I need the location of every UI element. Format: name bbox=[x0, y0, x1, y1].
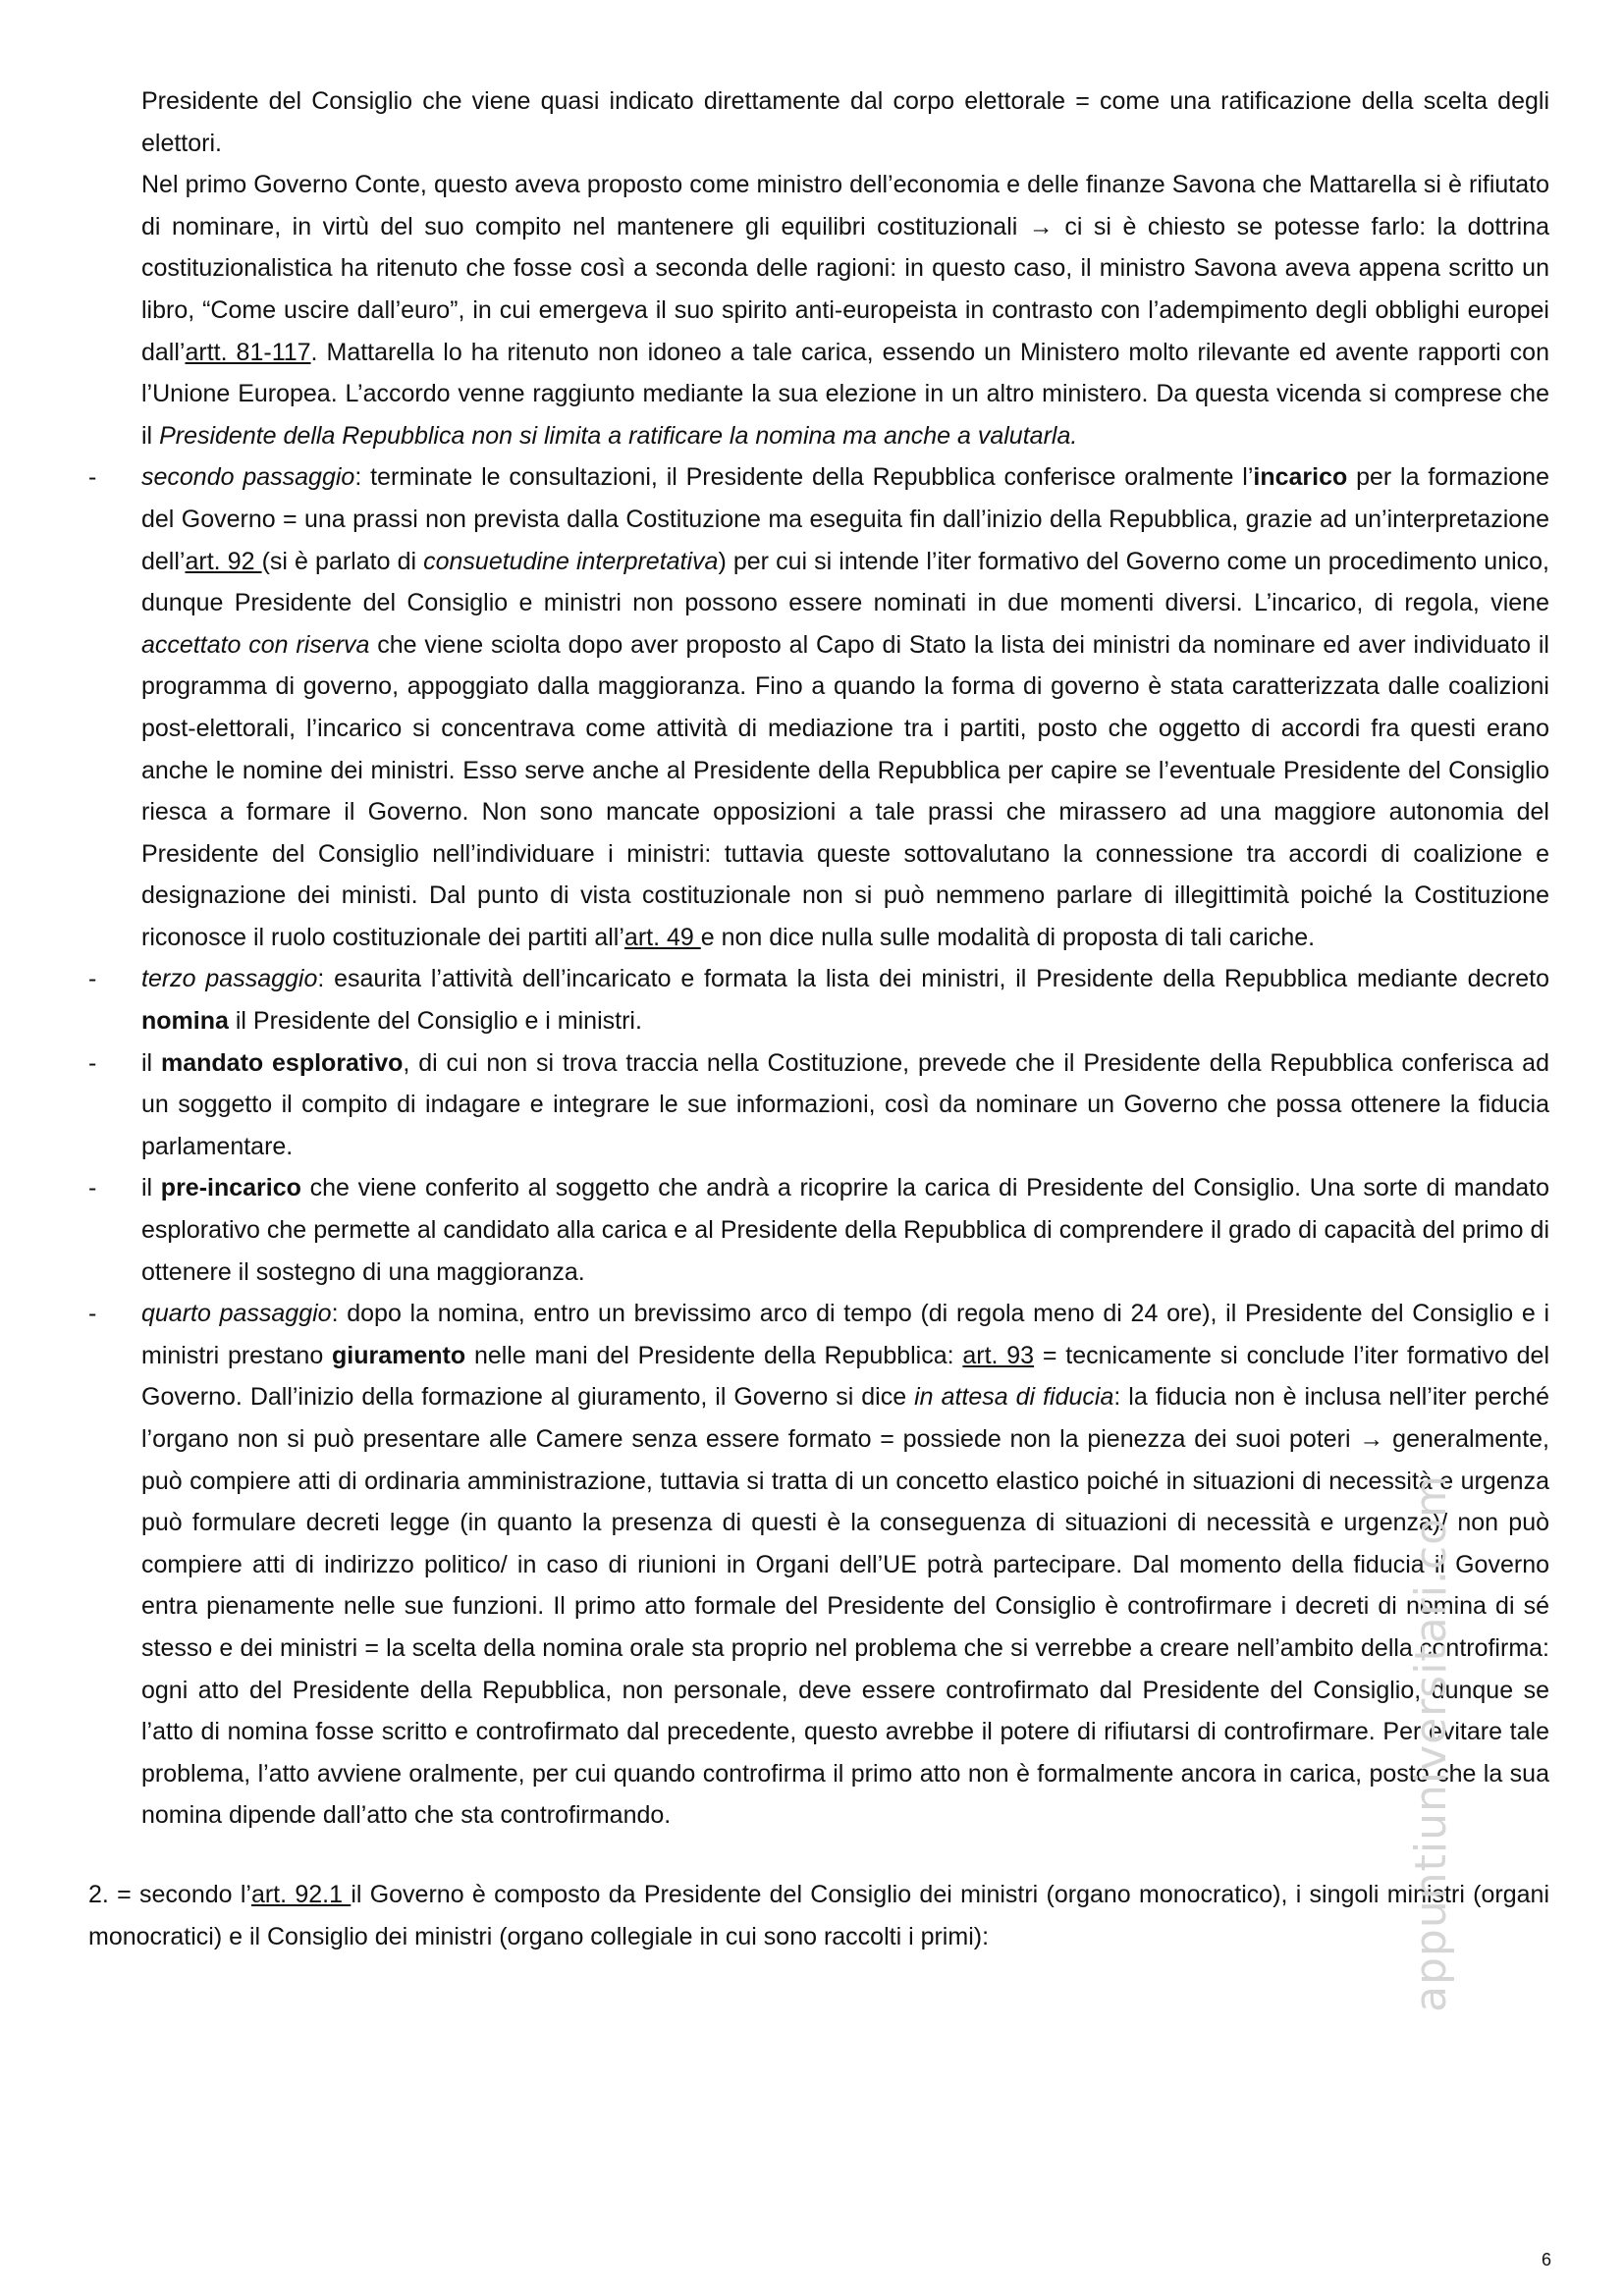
list-item-terzo-passaggio bbox=[88, 958, 1549, 1041]
list-item-pre-incarico bbox=[88, 1167, 1549, 1293]
intro-paragraph-1 bbox=[88, 80, 1549, 164]
italic-text: consuetudine interpretativa bbox=[423, 547, 719, 575]
article-reference[interactable]: art. 93 bbox=[962, 1341, 1035, 1369]
text-run: che viene conferito al soggetto che andrà a ricoprire la carica di Presidente del Consiglio. Una sorte di mandato esplorativo che permette al candidato alla carica e al Presidente della Repubblica di comprendere il grado di capacità del primo di ottenere il sostegno di una maggioranza. bbox=[141, 1174, 1549, 1286]
article-reference[interactable]: art. 92.1 bbox=[250, 1880, 352, 1908]
text-run: per la formazione del Governo = una prassi non prevista dalla Costituzione ma eseguita fin dall’inizio della Repubblica, grazie ad un’interpretazione dell’ bbox=[141, 463, 1549, 575]
list-item-secondo-passaggio bbox=[88, 456, 1549, 958]
list-bullet: - bbox=[88, 965, 97, 993]
article-reference[interactable]: art. 92 bbox=[185, 547, 262, 575]
text-run: : la fiducia non è inclusa nell’iter perché l’organo non si può presentare alle Camere senza essere formato = possiede non la pienezza dei suoi poteri → generalmente, può compiere atti di ordinaria amministrazione, tuttavia si tratta di un concetto elastico poiché in situazioni di necessità e urgenza può formulare decreti legge (in quanto la presenza di questi è la conseguenza di situazioni di necessità e urgenza)/ non può compiere atti di indirizzo politico/ in caso di riunioni in Organi dell’UE potrà partecipare. Dal momento della fiducia il Governo entra pienamente nelle sue funzioni. Il primo atto formale del Presidente del Consiglio è controfirmare i decreti di nomina di sé stesso e dei ministri = la scelta della nomina orale sta proprio nel problema che si verrebbe a creare nell’ambito della controfirma: ogni atto del Presidente della Repubblica, non personale, deve essere controfirmato dal Presidente del Consiglio, dunque se l’atto di nomina fosse scritto e controfirmato dal precedente, questo avrebbe il potere di rifiutarsi di controfirmare. Per evitare tale problema, l’atto avviene oralmente, per cui quando controfirma il primo atto non è formalmente ancora in carica, posto che la sua nomina dipende dall’atto che sta controfirmando. bbox=[141, 1383, 1549, 1830]
section-2-paragraph bbox=[88, 1874, 1549, 1957]
list-item-quarto-passaggio bbox=[88, 1293, 1549, 1837]
text-run: il Presidente del Consiglio e i ministri. bbox=[228, 1007, 642, 1036]
article-reference[interactable]: art. 49 bbox=[623, 923, 701, 951]
text-run: : terminate le consultazioni, il Presidente della Repubblica conferisce oralmente l’ bbox=[354, 463, 1254, 492]
italic-text: in attesa di fiducia bbox=[914, 1383, 1114, 1412]
text-run: Nel primo Governo Conte, questo aveva proposto come ministro dell’economia e delle finanze Savona che Mattarella si è rifiutato di nominare, in virtù del suo compito nel mantenere gli equilibri costituzionali → ci si è chiesto se potesse farlo: la dottrina costituzionalistica ha ritenuto che fosse così a seconda delle ragioni: in questo caso, il ministro Savona aveva appena scritto un libro, “Come uscire dall’euro”, in cui emergeva il suo spirito anti-europeista in contrasto con l’adempimento degli obblighi europei dall’ bbox=[141, 171, 1549, 366]
page-number: 6 bbox=[1541, 2250, 1551, 2269]
list-bullet: - bbox=[88, 463, 97, 492]
text-run: , di cui non si trova traccia nella Costituzione, prevede che il Presidente della Repubblica conferisca ad un soggetto il compito di indagare e integrare le sue informazioni, così da nominare un Governo che possa ottenere la fiducia parlamentare. bbox=[141, 1048, 1549, 1160]
watermark: appuntiuniversitari.com bbox=[1406, 1474, 1456, 2012]
intro-paragraph-2 bbox=[88, 164, 1549, 456]
intro-text: Presidente del Consiglio che viene quasi indicato direttamente dal corpo elettorale = come una ratificazione della scelta degli elettori. bbox=[141, 87, 1549, 157]
text-run: 2. = secondo l’ bbox=[88, 1880, 251, 1908]
list-bullet: - bbox=[88, 1174, 97, 1202]
text-run: (si è parlato di bbox=[261, 547, 424, 575]
article-reference[interactable]: artt. 81-117 bbox=[185, 338, 311, 366]
item-label: terzo passaggio bbox=[141, 965, 318, 993]
body-text bbox=[88, 80, 1549, 1957]
item-label: quarto passaggio bbox=[141, 1300, 332, 1328]
italic-text: accettato con riserva bbox=[141, 630, 370, 659]
bold-term: giuramento bbox=[332, 1341, 466, 1369]
bold-term: mandato esplorativo bbox=[160, 1048, 404, 1077]
text-run: il bbox=[141, 1174, 161, 1202]
list-item-mandato-esplorativo bbox=[88, 1042, 1549, 1168]
text-run: e non dice nulla sulle modalità di proposta di tali cariche. bbox=[700, 923, 1316, 951]
text-run: : esaurita l’attività dell’incaricato e formata la lista dei ministri, il Presidente della Repubblica mediante decreto bbox=[317, 965, 1549, 993]
text-run: che viene sciolta dopo aver proposto al Capo di Stato la lista dei ministri da nominare ed aver individuato il programma di governo, appoggiato dalla maggioranza. Fino a quando la forma di governo è stata caratterizzata dalle coalizioni post-elettorali, l’incarico si concentrava come attività di mediazione tra i partiti, posto che oggetto di accordi fra questi erano anche le nomine dei ministri. Esso serve anche al Presidente della Repubblica per capire se l’eventuale Presidente del Consiglio riesca a formare il Governo. Non sono mancate opposizioni a tale prassi che mirassero ad una maggiore autonomia del Presidente del Consiglio nell’individuare i ministri: tuttavia queste sottovalutano la connessione tra accordi di coalizione e designazione dei ministi. Dal punto di vista costituzionale non si può nemmeno parlare di illegittimità poiché la Costituzione riconosce il ruolo costituzionale dei partiti all’ bbox=[141, 630, 1549, 951]
italic-text: Presidente della Repubblica non si limita a ratificare la nomina ma anche a valutarla. bbox=[159, 421, 1078, 450]
bold-term: pre-incarico bbox=[160, 1174, 301, 1202]
text-run: ) per cui si intende l’iter formativo del Governo come un procedimento unico, dunque Presidente del Consiglio e ministri non possono essere nominati in due momenti diversi. L’incarico, di regola, viene bbox=[141, 547, 1549, 617]
text-run: il Governo è composto da Presidente del Consiglio dei ministri (organo monocratico), i singoli ministri (organi monocratici) e il Consiglio dei ministri (organo collegiale in cui sono raccolti i primi): bbox=[88, 1880, 1549, 1950]
text-run: : dopo la nomina, entro un brevissimo arco di tempo (di regola meno di 24 ore), il Presidente del Consiglio e i ministri prestano bbox=[141, 1300, 1549, 1369]
list-bullet: - bbox=[88, 1300, 97, 1328]
list-bullet: - bbox=[88, 1048, 97, 1077]
bold-term: incarico bbox=[1253, 463, 1348, 492]
text-run: nelle mani del Presidente della Repubblica: bbox=[465, 1341, 963, 1369]
text-run: il bbox=[141, 1048, 161, 1077]
item-label: secondo passaggio bbox=[141, 463, 355, 492]
text-run: = tecnicamente si conclude l’iter formativo del Governo. Dall’inizio della formazione al giuramento, il Governo si dice bbox=[141, 1341, 1549, 1412]
bold-term: nomina bbox=[141, 1007, 229, 1036]
paragraph-gap bbox=[88, 1837, 1549, 1874]
text-run: . Mattarella lo ha ritenuto non idoneo a tale carica, essendo un Ministero molto rilevante ed avente rapporti con l’Unione Europea. L’accordo venne raggiunto mediante la sua elezione in un altro ministero. Da questa vicenda si comprese che il bbox=[141, 338, 1549, 450]
